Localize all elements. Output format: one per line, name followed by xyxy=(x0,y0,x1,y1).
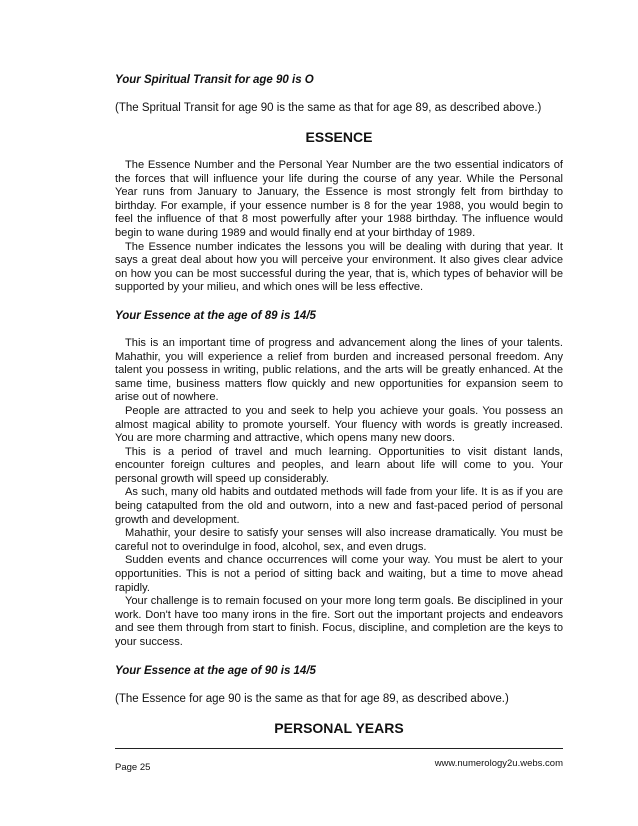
personal-years-section-title: PERSONAL YEARS xyxy=(274,719,404,736)
essence-90-heading: Your Essence at the age of 90 is 14/5 xyxy=(115,664,316,677)
essence-89-paragraph: Mahathir, your desire to satisfy your senses will also increase dramatically. You must be careful not to overindulge in food, alcohol, sex, and even drugs. xyxy=(115,527,563,553)
essence-section-title: ESSENCE xyxy=(305,129,373,145)
essence-89-paragraph: Your challenge is to remain focused on your more long term goals. Be disciplined in your work. Don't have too many irons in the fire. Sort out the important projects and endeavors and see them through from start to finish. Focus, discipline, and completion are the keys to your success. xyxy=(115,595,563,648)
footer-website: www.numerology2u.webs.com xyxy=(434,758,563,769)
essence-89-heading: Your Essence at the age of 89 is 14/5 xyxy=(115,309,316,322)
essence-89-paragraph: Sudden events and chance occurrences will come your way. You must be alert to your opportunities. This is not a period of sitting back and waiting, but a time to move ahead rapidly. xyxy=(115,554,563,594)
spiritual-transit-90-note: (The Spritual Transit for age 90 is the same as that for age 89, as described above.) xyxy=(115,102,542,114)
essence-intro-paragraph-1: The Essence Number and the Personal Year Number are the two essential indicators of the forces that will influence your life during the course of any year. While the Personal Year runs from January to January, the Essence is most strongly felt from birthday to birthday. For example, if your essence number is 8 for the year 1988, you would begin to feel the influence of that 8 most powerfully after your 1988 birthday. The influence would begin to wane during 1989 and would finally end at your birthday of 1989. xyxy=(115,159,563,239)
essence-89-body xyxy=(115,337,563,650)
essence-intro xyxy=(115,159,563,295)
page-number: Page 25 xyxy=(115,762,151,773)
page-content xyxy=(115,73,563,750)
spiritual-transit-90-heading: Your Spiritual Transit for age 90 is O xyxy=(115,74,314,86)
essence-89-paragraph: As such, many old habits and outdated methods will fade from your life. It is as if you are being catapulted from the old and outworn, into a new and fast-paced period of personal growth and development. xyxy=(115,486,563,526)
footer-divider xyxy=(115,748,563,749)
essence-intro-paragraph-2: The Essence number indicates the lessons you will be dealing with during that year. It says a great deal about how you will perceive your environment. It also gives clear advice on how you can be most successful during the year, that is, which types of behavior will be supported by your milieu, and which ones will be less effective. xyxy=(115,240,563,294)
essence-89-paragraph: People are attracted to you and seek to help you achieve your goals. You possess an almost magical ability to promote yourself. Your fluency with words is greatly increased. You are more charming and attractive, which opens many new doors. xyxy=(115,404,563,445)
essence-89-paragraph: This is a period of travel and much learning. Opportunities to visit distant lands, encounter foreign cultures and peoples, and learn about life will come to you. Your personal growth will speed up considerably. xyxy=(115,445,563,485)
essence-90-note: (The Essence for age 90 is the same as that for age 89, as described above.) xyxy=(115,692,509,705)
essence-89-paragraph: This is an important time of progress and advancement along the lines of your talents. Mahathir, you will experience a relief from burden and increased personal freedom. Any talent you possess in writing, public relations, and the arts will be greatly enhanced. At the same time, business matters flow quickly and new opportunities for expansion seem to arise out of nowhere. xyxy=(115,336,563,404)
